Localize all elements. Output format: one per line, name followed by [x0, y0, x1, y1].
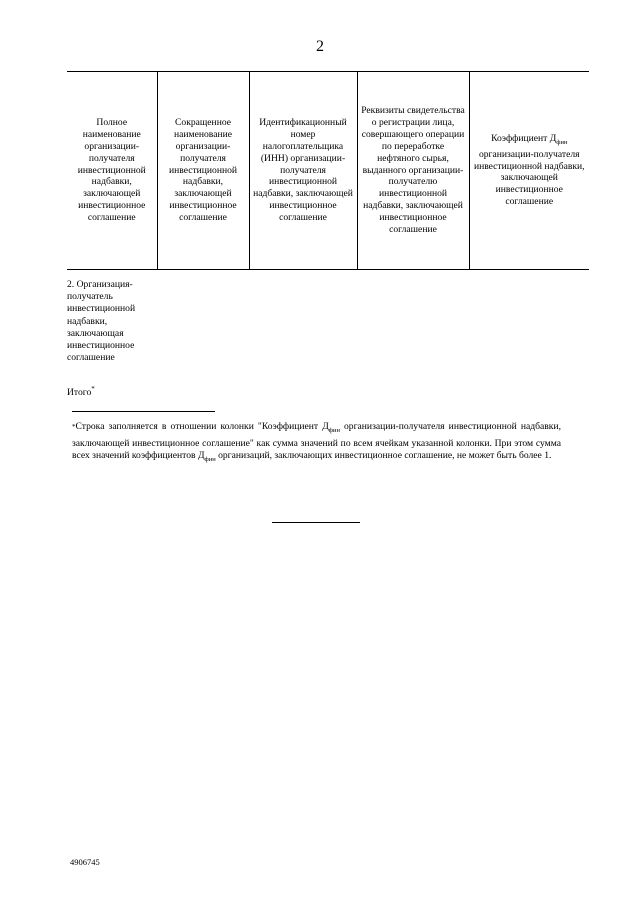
end-divider: [272, 522, 360, 523]
coefficient-desc: организации-получателя инвестиционной надбавки, заключающей инвестиционное соглашение: [473, 148, 585, 208]
table-row-label: 2. Организация-получатель инвестиционной надбавки, заключающая инвестиционное соглашение: [67, 279, 136, 364]
col-coefficient: [469, 72, 589, 270]
footnote-text-3: организаций, заключающих инвестиционное соглашение, не может быть более 1.: [215, 450, 552, 462]
page-number: 2: [316, 38, 324, 55]
footnote-text-2: организации-получателя инвестиционной надбавки, заключающей инвестиционное соглашение" как сумма значений по всем ячейкам указанной колонки. При этом сумма всех значений коэффициентов Д: [72, 421, 561, 462]
col-short-name: Сокращенное наименование организации-получателя инвестиционной надбавки, заключающей инвестиционное соглашение: [157, 72, 249, 270]
investment-table: [67, 71, 589, 270]
col-certificate: Реквизиты свидетельства о регистрации лица, совершающего операции по переработке нефтяного сырья, выданного организации-получателю инвестиционной надбавки, заключающей инвестиционное соглашение: [357, 72, 469, 270]
document-code: 4906745: [70, 857, 100, 867]
total-row: [67, 387, 95, 398]
table-header-row: [67, 72, 589, 270]
total-footnote-mark: *: [91, 385, 95, 393]
col-inn: Идентификационный номер налогоплательщика (ИНН) организации-получателя инвестиционной надбавки, заключающей инвестиционное соглашение: [249, 72, 357, 270]
footnote-divider: [72, 411, 215, 412]
footnote: [72, 421, 561, 467]
coefficient-label: Коэффициент Д: [491, 132, 557, 144]
footnote-text-1: Строка заполняется в отношении колонки "Коэффициент Д: [75, 421, 329, 432]
footnote-sub-1: фин: [328, 426, 340, 434]
coefficient-subscript: фин: [556, 138, 568, 146]
col-full-name: Полное наименование организации-получателя инвестиционной надбавки, заключающей инвестиционное соглашение: [77, 116, 146, 224]
footnote-mark: *: [72, 423, 76, 431]
total-label: Итого: [67, 387, 92, 398]
footnote-sub-2: фин: [204, 456, 216, 463]
